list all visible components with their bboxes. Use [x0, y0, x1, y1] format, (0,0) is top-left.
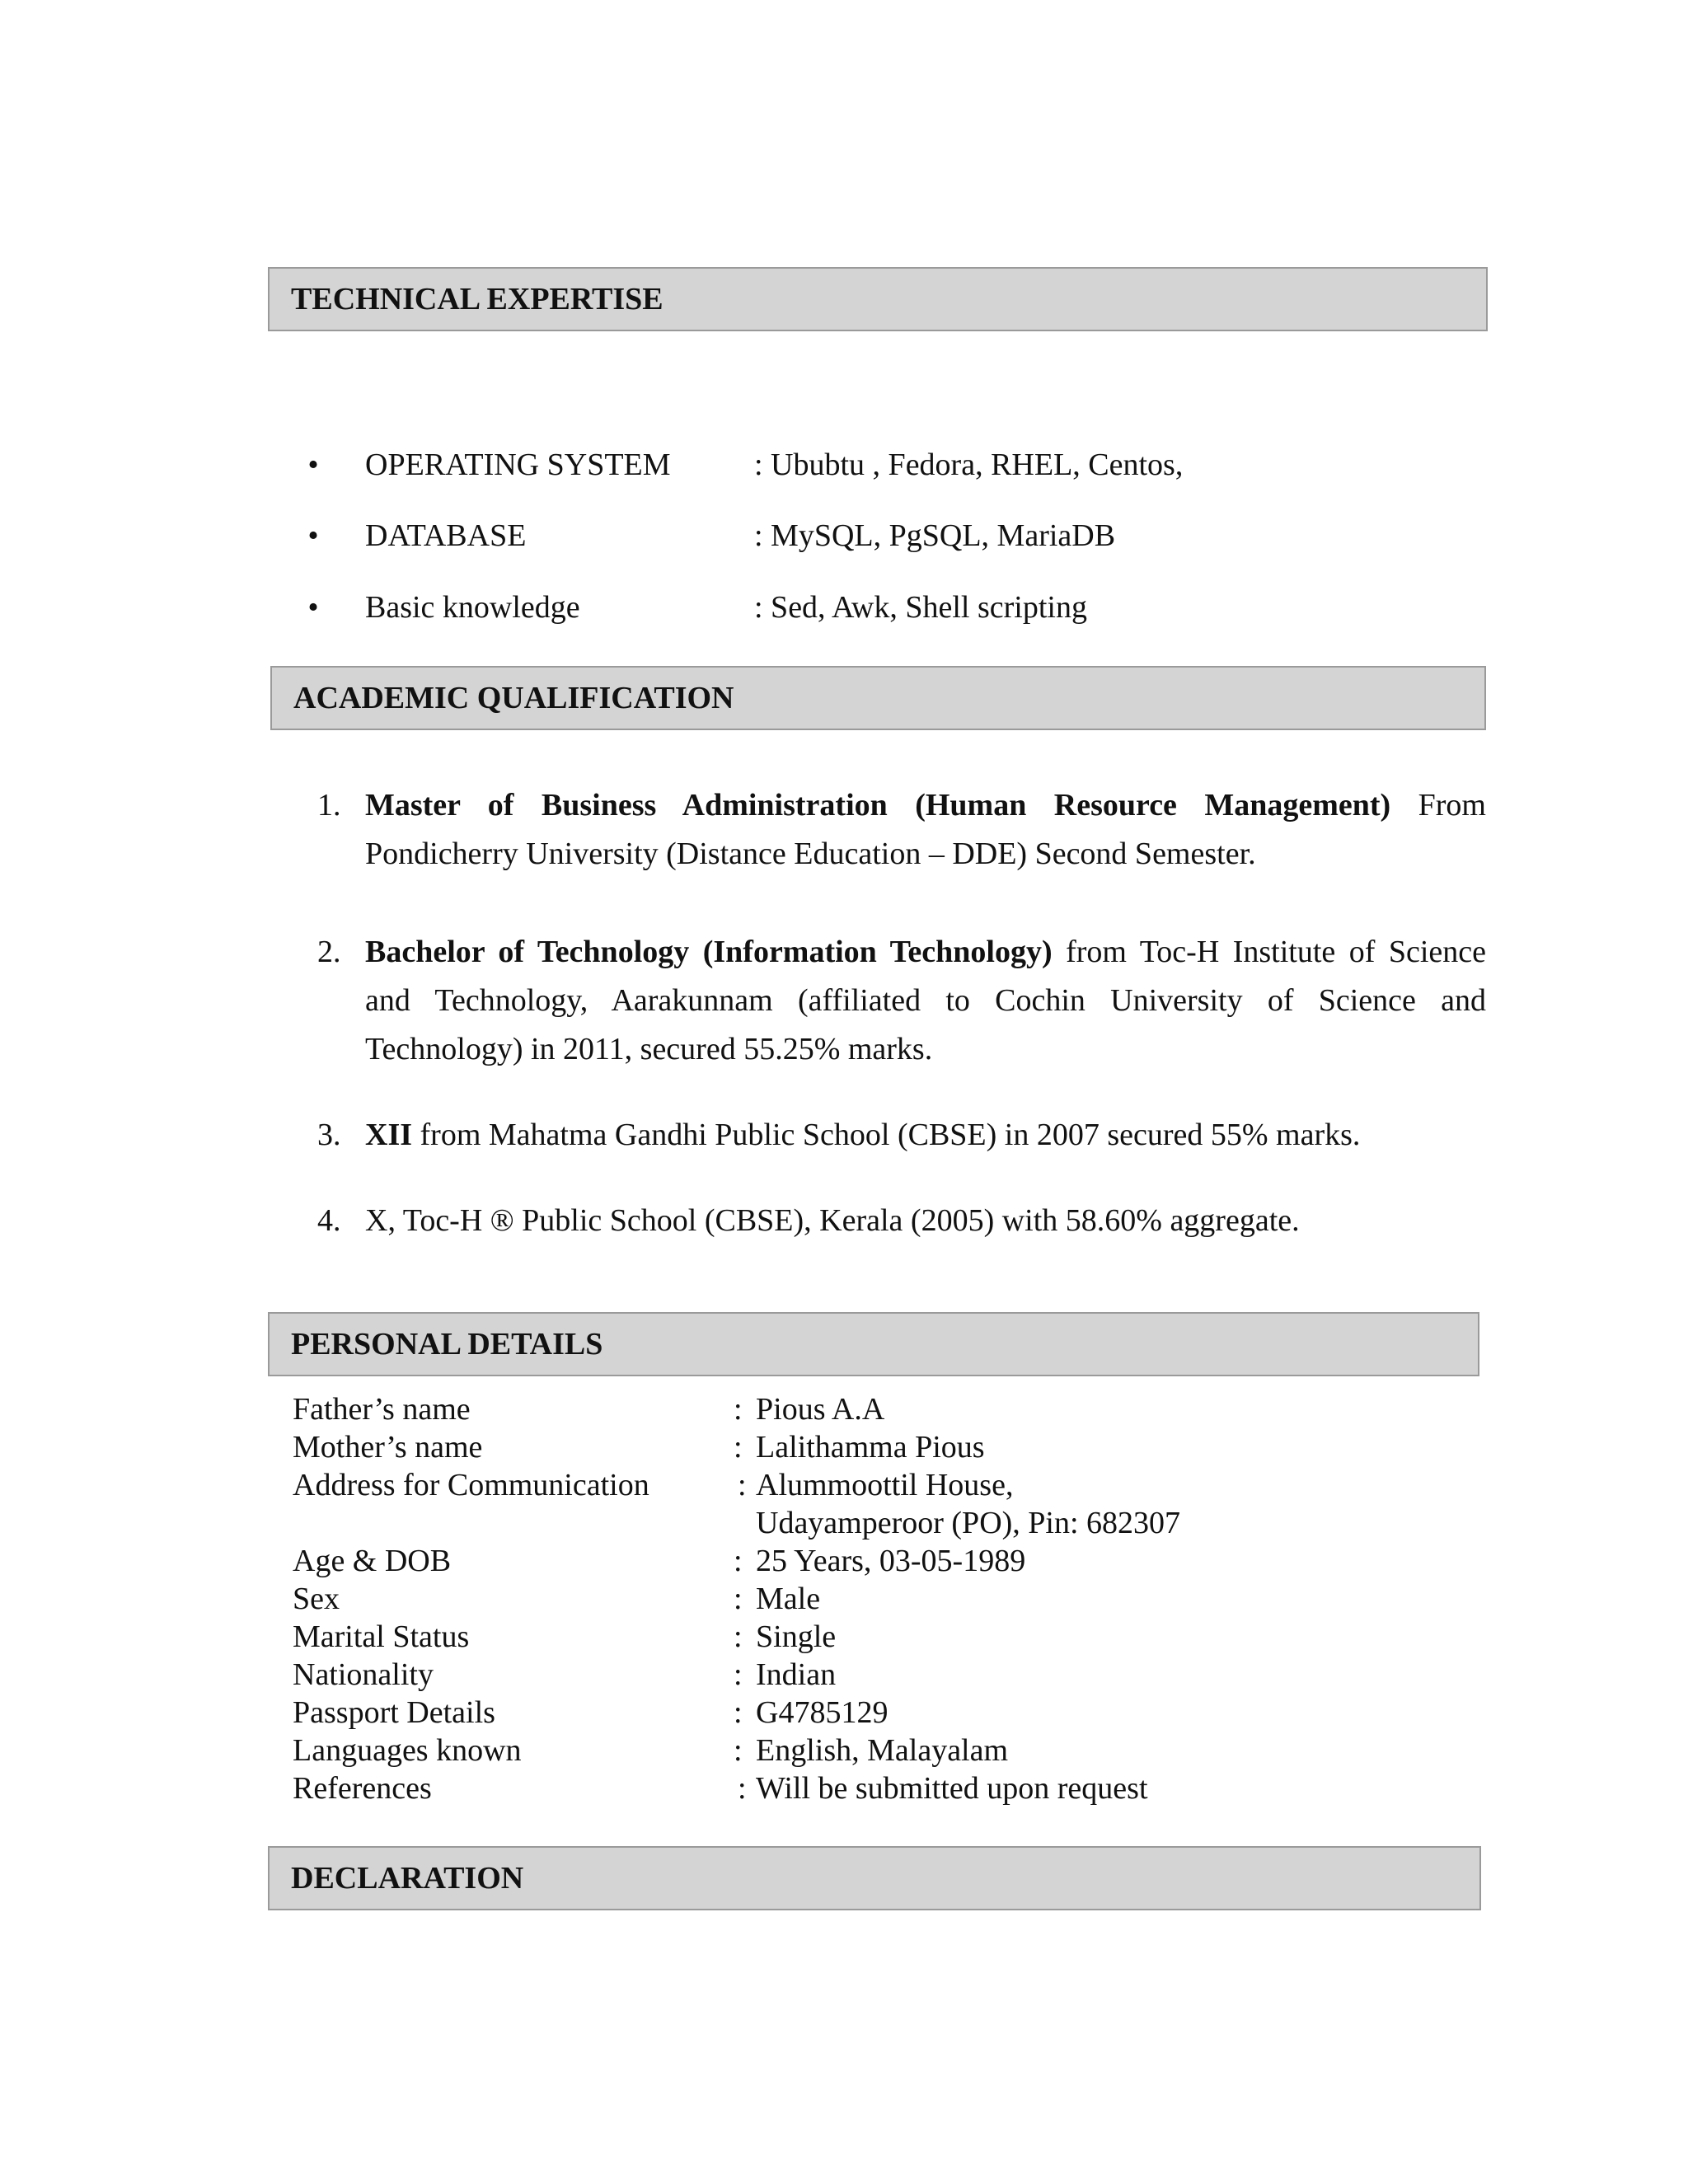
- personal-key: Sex: [293, 1582, 340, 1616]
- colon: :: [734, 1582, 743, 1616]
- personal-key: References: [293, 1771, 432, 1806]
- list-number: 3.: [317, 1118, 341, 1152]
- personal-key: Languages known: [293, 1733, 522, 1768]
- list-number: 4.: [317, 1203, 341, 1238]
- section-header-technical-expertise: TECHNICAL EXPERTISE: [268, 267, 1488, 331]
- personal-key: Marital Status: [293, 1619, 470, 1654]
- colon: :: [738, 1468, 747, 1502]
- personal-key: Age & DOB: [293, 1544, 452, 1578]
- tech-label: OPERATING SYSTEM: [365, 448, 671, 482]
- list-number: 1.: [317, 788, 341, 823]
- colon: :: [734, 1430, 743, 1465]
- colon: :: [734, 1619, 743, 1654]
- colon: :: [734, 1733, 743, 1768]
- personal-value: Will be submitted upon request: [756, 1771, 1148, 1806]
- qualification-detail: From Pondicherry University (Distance Education – DDE) Second Semester.: [365, 788, 1486, 871]
- qualification-item-3: [317, 1111, 1486, 1160]
- section-header-personal-details: PERSONAL DETAILS: [268, 1312, 1479, 1376]
- qualification-detail: from Mahatma Gandhi Public School (CBSE) in 2007 secured 55% marks.: [412, 1118, 1361, 1152]
- tech-value: : Sed, Awk, Shell scripting: [754, 590, 1087, 625]
- bullet: •: [307, 590, 319, 625]
- personal-key: Mother’s name: [293, 1430, 483, 1465]
- section-header-academic-qualification: ACADEMIC QUALIFICATION: [270, 666, 1486, 730]
- qualification-detail: X, Toc-H ® Public School (CBSE), Kerala (2005) with 58.60% aggregate.: [365, 1203, 1300, 1238]
- personal-value: Single: [756, 1619, 837, 1654]
- personal-key: Passport Details: [293, 1695, 495, 1730]
- qualification-item-2: [317, 928, 1486, 1074]
- tech-value: : MySQL, PgSQL, MariaDB: [754, 518, 1116, 553]
- colon: :: [734, 1392, 743, 1427]
- tech-value: : Ububtu , Fedora, RHEL, Centos,: [754, 448, 1184, 482]
- personal-value: Alummoottil House,: [756, 1468, 1014, 1502]
- colon: :: [734, 1695, 743, 1730]
- bullet: •: [307, 448, 319, 482]
- personal-value: Indian: [756, 1657, 837, 1692]
- tech-label: DATABASE: [365, 518, 527, 553]
- qualification-item-1: [317, 781, 1486, 879]
- personal-value: English, Malayalam: [756, 1733, 1009, 1768]
- qualification-detail: from Toc-H Institute of Science and Technology, Aarakunnam (affiliated to Cochin University of Science and Technology) in 2011, secured 55.25% marks.: [365, 935, 1486, 1066]
- personal-key: Nationality: [293, 1657, 434, 1692]
- colon: :: [734, 1544, 743, 1578]
- personal-value: Male: [756, 1582, 821, 1616]
- personal-value: G4785129: [756, 1695, 889, 1730]
- qualification-title: Master of Business Administration (Human Resource Management): [365, 788, 1391, 823]
- qualification-item-4: [317, 1197, 1486, 1245]
- qualification-title: Bachelor of Technology (Information Technology): [365, 935, 1053, 969]
- personal-key: Address for Communication: [293, 1468, 649, 1502]
- qualification-title: XII: [365, 1118, 413, 1152]
- bullet: •: [307, 518, 319, 553]
- personal-value: 25 Years, 03-05-1989: [756, 1544, 1026, 1578]
- colon: :: [734, 1657, 743, 1692]
- personal-value: Udayamperoor (PO), Pin: 682307: [756, 1506, 1181, 1540]
- personal-value: Pious A.A: [756, 1392, 885, 1427]
- tech-label: Basic knowledge: [365, 590, 580, 625]
- personal-value: Lalithamma Pious: [756, 1430, 985, 1465]
- list-number: 2.: [317, 935, 341, 969]
- colon: :: [738, 1771, 747, 1806]
- personal-key: Father’s name: [293, 1392, 471, 1427]
- section-header-declaration: DECLARATION: [268, 1846, 1481, 1910]
